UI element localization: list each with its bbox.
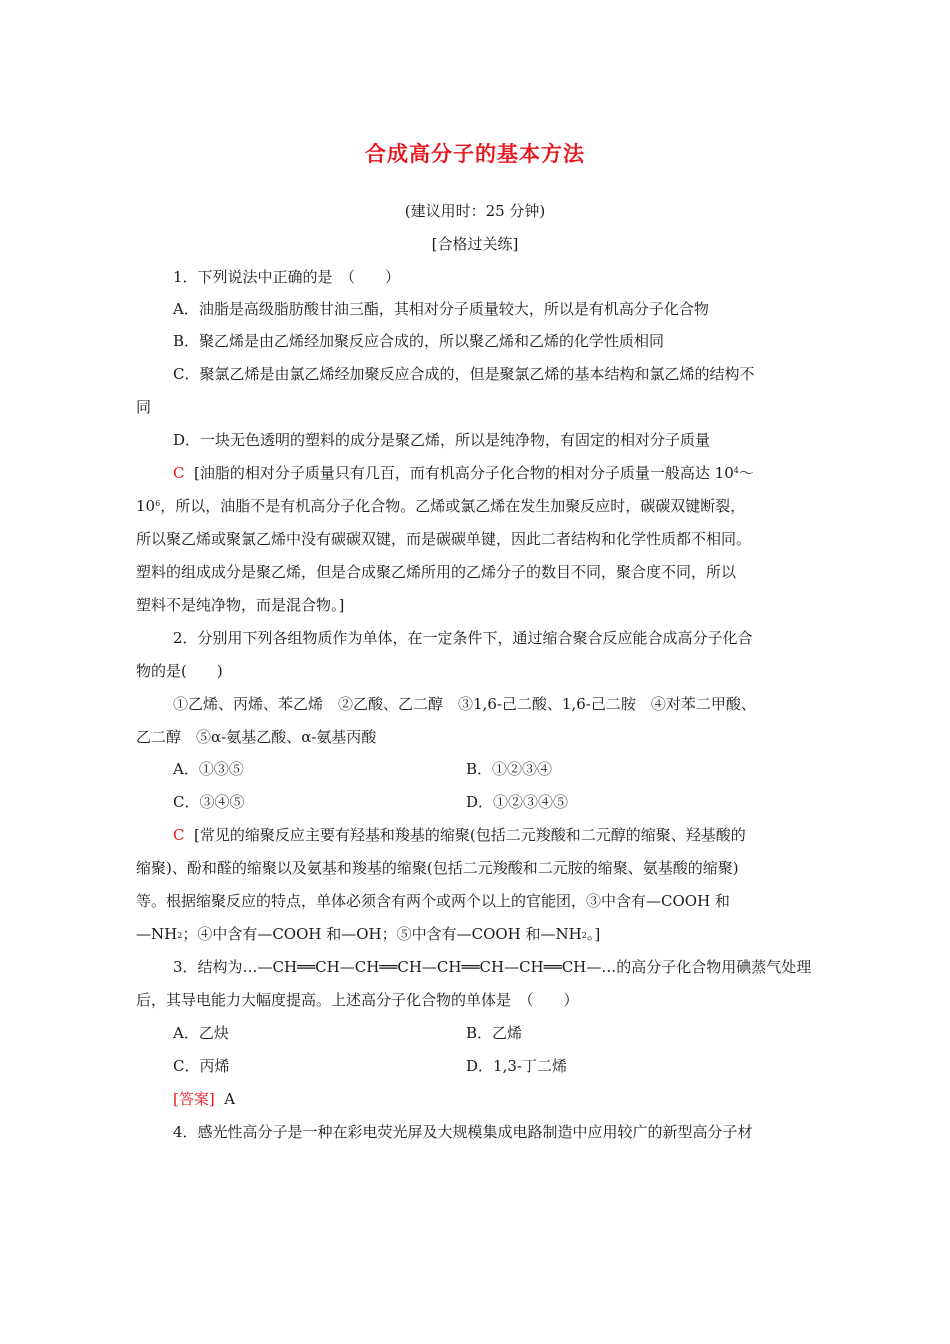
q3-answer: A <box>224 1090 236 1108</box>
q2-answer: C <box>173 826 185 844</box>
q1-explanation-line: 塑料不是纯净物，而是混合物。] <box>136 596 345 614</box>
q1-option-c-cont: 同 <box>136 398 152 416</box>
q3-answer-line <box>173 1089 235 1109</box>
q2-stem: 2．分别用下列各组物质作为单体，在一定条件下，通过缩合聚合反应能合成高分子化合 <box>173 629 753 647</box>
q2-option-b: B．①②③④ <box>466 760 553 778</box>
q3-option-b: B．乙烯 <box>466 1024 523 1042</box>
q1-explanation-line: 所以聚乙烯或聚氯乙烯中没有碳碳双键，而是碳碳单键，因此二者结构和化学性质都不相同。 <box>136 530 752 548</box>
q2-explanation-line: $—NH_2$；④中含有—COOH 和—OH；⑤中含有—COOH 和$—NH_2$。] <box>136 925 601 943</box>
page-title: 合成高分子的基本方法 <box>365 142 585 166</box>
q3-option-d: D．1,3-丁二烯 <box>466 1057 567 1075</box>
q1-option-c: C．聚氯乙烯是由氯乙烯经加聚反应合成的，但是聚氯乙烯的基本结构和氯乙烯的结构不 <box>173 365 755 383</box>
q1-stem: 1．下列说法中正确的是 （ ） <box>173 268 401 286</box>
q2-explanation-line: 等。根据缩聚反应的特点，单体必须含有两个或两个以上的官能团，③中含有—COOH 和 <box>136 892 730 910</box>
q2-explanation: C [常见的缩聚反应主要有羟基和羧基的缩聚(包括二元羧酸和二元醇的缩聚、羟基酸的 <box>173 826 746 844</box>
section-heading: [合格过关练] <box>431 235 519 253</box>
q1-option-a: A．油脂是高级脂肪酸甘油三酯，其相对分子质量较大，所以是有机高分子化合物 <box>173 300 709 318</box>
q3-answer-label: [答案] <box>173 1090 215 1108</box>
time-note: (建议用时：25 分钟) <box>404 202 546 220</box>
q1-answer: C <box>173 464 185 482</box>
q2-stem-cont: 物的是( ) <box>136 662 223 680</box>
q3-stem-cont: 后，其导电能力大幅度提高。上述高分子化合物的单体是 （ ） <box>136 991 579 1009</box>
q2-option-c: C．③④⑤ <box>173 793 245 811</box>
q1-option-b: B．聚乙烯是由乙烯经加聚反应合成的，所以聚乙烯和乙烯的化学性质相同 <box>173 332 665 350</box>
q3-option-a: A．乙炔 <box>173 1024 229 1042</box>
q2-option-d: D．①②③④⑤ <box>466 793 569 811</box>
q1-option-d: D．一块无色透明的塑料的成分是聚乙烯，所以是纯净物，有固定的相对分子质量 <box>173 431 711 449</box>
q3-stem: 3．结构为…—CH══CH—CH══CH—CH══CH—CH══CH—…的高分子化合物用碘蒸气处理 <box>173 958 812 976</box>
q1-explanation-line: $10^6$，所以，油脂不是有机高分子化合物。乙烯或氯乙烯在发生加聚反应时，碳碳双键断裂， <box>136 497 746 515</box>
q2-explanation-line: 缩聚)、酚和醛的缩聚以及氨基和羧基的缩聚(包括二元羧酸和二元胺的缩聚、氨基酸的缩聚) <box>136 859 739 877</box>
q2-option-a: A．①③⑤ <box>173 760 244 778</box>
q1-explanation: C [油脂的相对分子质量只有几百，而有机高分子化合物的相对分子质量一般高达 $10^4\sim$ <box>173 464 754 482</box>
q2-list: ①乙烯、丙烯、苯乙烯 ②乙酸、乙二醇 ③1,6-己二酸、1,6-己二胺 ④对苯二甲酸、 <box>173 695 756 713</box>
q3-option-c: C．丙烯 <box>173 1057 230 1075</box>
q1-explanation-line: 塑料的组成成分是聚乙烯，但是合成聚乙烯所用的乙烯分子的数目不同，聚合度不同，所以 <box>136 563 737 581</box>
q2-list-cont: 乙二醇 ⑤α-氨基乙酸、α-氨基丙酸 <box>136 728 377 746</box>
q4-stem: 4．感光性高分子是一种在彩电荧光屏及大规模集成电路制造中应用较广的新型高分子材 <box>173 1123 753 1141</box>
